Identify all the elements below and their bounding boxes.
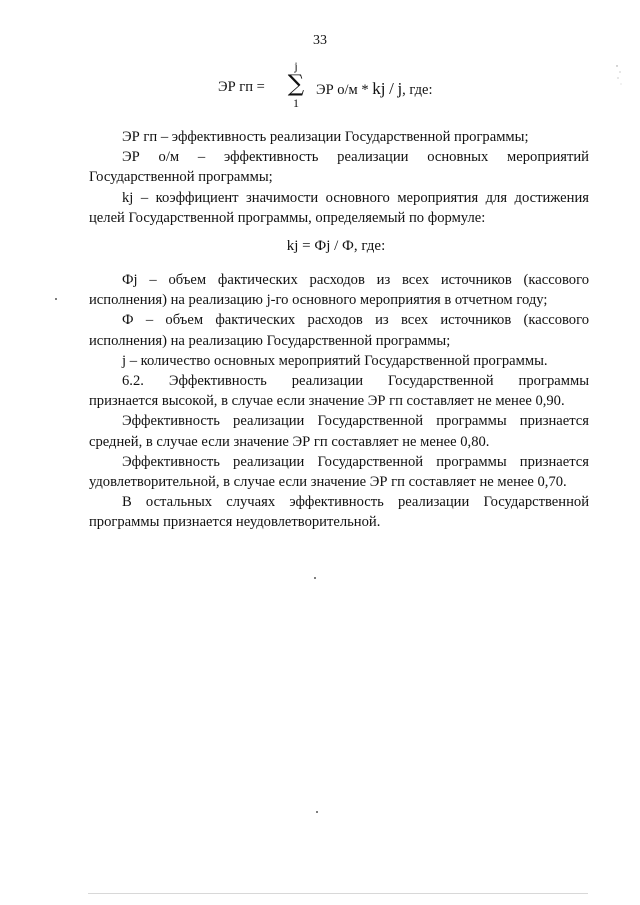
scan-speck [314, 577, 316, 579]
definitions-block-1 [89, 127, 589, 228]
scan-noise-mark [614, 62, 624, 92]
definition-f-line2: исполнения) на реализацию Государственной программы; [89, 332, 451, 349]
paragraph-satisfactory-line2: удовлетворительной, в случае если значение ЭР гп составляет не менее 0,70. [89, 474, 567, 491]
formula-rhs-end: , где: [402, 82, 433, 98]
formula-rhs-kj: kj [372, 79, 386, 98]
sum-upper-limit: j [294, 59, 298, 73]
paragraph-satisfactory-line1: Эффективность реализации Государственной программы признается [122, 453, 589, 470]
definition-fj-line2: исполнения) на реализацию j-го основного мероприятия в отчетном году; [89, 292, 548, 309]
paragraph-unsatisfactory-line2: программы признается неудовлетворительной. [89, 514, 381, 531]
formula-lhs: ЭР гп = [218, 79, 265, 95]
definition-f-line1: Ф – объем фактических расходов из всех источников (кассового [122, 312, 589, 329]
definition-er-om-line1: ЭР о/м – эффективность реализации основных мероприятий [122, 149, 589, 166]
page-number: 33 [313, 33, 327, 48]
scan-speck [55, 298, 57, 300]
definition-er-gp: ЭР гп – эффективность реализации Государственной программы; [122, 129, 529, 145]
formula-rhs-slash: / [389, 79, 394, 98]
scan-speck [316, 811, 318, 813]
paragraph-6-2-line2: признается высокой, в случае если значение ЭР гп составляет не менее 0,90. [89, 393, 565, 410]
definition-er-om-line2: Государственной программы; [89, 169, 273, 186]
formula-rhs [316, 79, 433, 99]
paragraph-average-line2: средней, в случае если значение ЭР гп составляет не менее 0,80. [89, 433, 490, 450]
scan-bottom-line [88, 893, 588, 894]
definition-kj-line2: целей Государственной программы, определяемый по формуле: [89, 209, 486, 226]
paragraph-unsatisfactory-line1: В остальных случаях эффективность реализации Государственной [122, 494, 589, 511]
definition-kj-line1: kj – коэффициент значимости основного мероприятия для достижения [122, 189, 589, 206]
paragraph-average-line1: Эффективность реализации Государственной программы признается [122, 413, 589, 430]
formula-rhs-text: ЭР о/м * [316, 82, 369, 98]
sigma-symbol: ∑ [287, 71, 305, 97]
paragraph-6-2-line1: 6.2. Эффективность реализации Государственной программы [122, 373, 589, 390]
definitions-block-2 [89, 270, 589, 533]
main-formula [0, 60, 640, 112]
kj-formula: kj = Фj / Ф, где: [286, 238, 386, 254]
formula-rhs-j: j [397, 79, 403, 98]
summation-operator [285, 60, 307, 110]
definition-fj-line1: Фj – объем фактических расходов из всех источников (кассового [122, 272, 589, 288]
definition-j: j – количество основных мероприятий Государственной программы. [122, 352, 548, 369]
sum-lower-limit: 1 [293, 96, 299, 110]
